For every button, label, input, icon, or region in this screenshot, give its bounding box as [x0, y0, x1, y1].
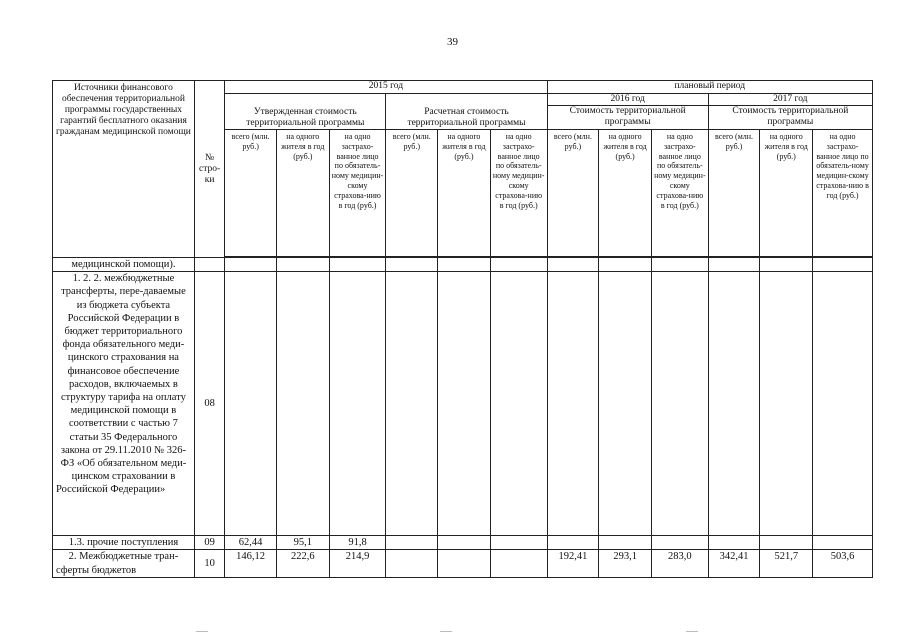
cell-value: 95,1: [276, 536, 329, 550]
cell-value: [651, 258, 708, 272]
cell-value: 146,12: [225, 550, 277, 578]
cell-value: [490, 272, 547, 536]
cell-value: [547, 536, 599, 550]
financing-sources-table: [52, 80, 873, 578]
header-per-resident-2016: на одного жителя в год (руб.): [599, 130, 652, 257]
table-row: [53, 272, 873, 536]
cell-value: [276, 272, 329, 536]
cell-value: [329, 272, 386, 536]
header-per-resident-2015-approved: на одного жителя в год (руб.): [276, 130, 329, 257]
header-cost-2017: Стоимость территориальной программы: [708, 106, 872, 130]
scan-artifact: [440, 631, 452, 632]
cell-value: [813, 258, 873, 272]
header-per-insured-2015-approved: на одно застрахо-ванное лицо по обязатель-ному медицин-скому страхова-нию в год (руб.): [329, 130, 386, 257]
scan-artifact: [196, 631, 208, 632]
scan-artifact: [686, 631, 698, 632]
row-number: [194, 258, 224, 272]
header-per-insured-2017: на одно застрахо-ванное лицо по обязатель-ному медицин-скому страхова-нию в год (руб.): [813, 130, 873, 257]
cell-value: [651, 272, 708, 536]
header-source-column: Источники финансового обеспечения территориальной программы государственных гарантий бесплатного оказания гражданам медицинской помощи: [53, 81, 195, 258]
page-number: 39: [447, 36, 458, 48]
header-total-2016: всего (млн. руб.): [547, 130, 599, 257]
cell-value: [708, 258, 760, 272]
header-year-2017: 2017 год: [708, 94, 872, 106]
cell-value: [490, 258, 547, 272]
header-year-2015: 2015 год: [225, 81, 547, 94]
header-per-insured-2015-calculated: на одно застрахо-ванное лицо по обязатель-ному медицин-скому страхова-нию в год (руб.): [490, 130, 547, 257]
cell-value: 342,41: [708, 550, 760, 578]
header-per-resident-2015-calculated: на одного жителя в год (руб.): [438, 130, 491, 257]
cell-value: [599, 258, 652, 272]
header-year-2016: 2016 год: [547, 94, 708, 106]
table-row: [53, 550, 873, 578]
cell-value: [438, 550, 491, 578]
cell-value: 192,41: [547, 550, 599, 578]
cell-value: 62,44: [225, 536, 277, 550]
cell-value: [760, 258, 813, 272]
header-row-number: № стро-ки: [194, 81, 224, 258]
header-total-2017: всего (млн. руб.): [708, 130, 760, 257]
cell-value: [386, 272, 438, 536]
cell-value: [438, 536, 491, 550]
cell-value: [386, 536, 438, 550]
header-approved-cost: Утвержденная стоимость территориальной программы: [225, 94, 386, 130]
cell-value: 503,6: [813, 550, 873, 578]
cell-value: [651, 536, 708, 550]
row-number: 08: [194, 272, 224, 536]
table-row: [53, 258, 873, 272]
cell-value: [599, 536, 652, 550]
header-planned-period: плановый период: [547, 81, 872, 94]
row-source: 2. Межбюджетные тран-сферты бюджетов: [53, 550, 195, 578]
cell-value: [438, 258, 491, 272]
cell-value: [813, 272, 873, 536]
cell-value: [760, 536, 813, 550]
header-per-resident-2017: на одного жителя в год (руб.): [760, 130, 813, 257]
row-source: 1. 2. 2. межбюджетные трансферты, пере-даваемые из бюджета субъекта Российской Федерации в бюджет территориального фонда обязательного меди-цинского страхования на финансовое обеспечение расходов, включаемых в структуру тарифа на оплату медицинской помощи в соответствии с частью 7 статьи 35 Федерального закона от 29.11.2010 № 326-ФЗ «Об обязательном меди-цинском страховании в Российской Федерации»: [53, 272, 195, 536]
row-source: медицинской помощи).: [53, 258, 195, 272]
row-source: 1.3. прочие поступления: [53, 536, 195, 550]
cell-value: [225, 258, 277, 272]
cell-value: [547, 272, 599, 536]
cell-value: [329, 258, 386, 272]
cell-value: [386, 258, 438, 272]
cell-value: 293,1: [599, 550, 652, 578]
header-per-insured-2016: на одно застрахо-ванное лицо по обязатель-ному медицин-скому страхова-нию в год (руб.): [651, 130, 708, 257]
cell-value: 283,0: [651, 550, 708, 578]
cell-value: [708, 536, 760, 550]
header-total-2015-calculated: всего (млн. руб.): [386, 130, 438, 257]
cell-value: [708, 272, 760, 536]
row-number: 09: [194, 536, 224, 550]
row-number: 10: [194, 550, 224, 578]
header-calculated-cost: Расчетная стоимость территориальной программы: [386, 94, 547, 130]
cell-value: [547, 258, 599, 272]
cell-value: [760, 272, 813, 536]
header-cost-2016: Стоимость территориальной программы: [547, 106, 708, 130]
cell-value: [599, 272, 652, 536]
table-row: [53, 536, 873, 550]
cell-value: [276, 258, 329, 272]
cell-value: 91,8: [329, 536, 386, 550]
cell-value: [438, 272, 491, 536]
header-total-2015-approved: всего (млн. руб.): [225, 130, 277, 257]
cell-value: [813, 536, 873, 550]
cell-value: 521,7: [760, 550, 813, 578]
cell-value: 222,6: [276, 550, 329, 578]
cell-value: [490, 536, 547, 550]
cell-value: [225, 272, 277, 536]
cell-value: 214,9: [329, 550, 386, 578]
cell-value: [490, 550, 547, 578]
cell-value: [386, 550, 438, 578]
